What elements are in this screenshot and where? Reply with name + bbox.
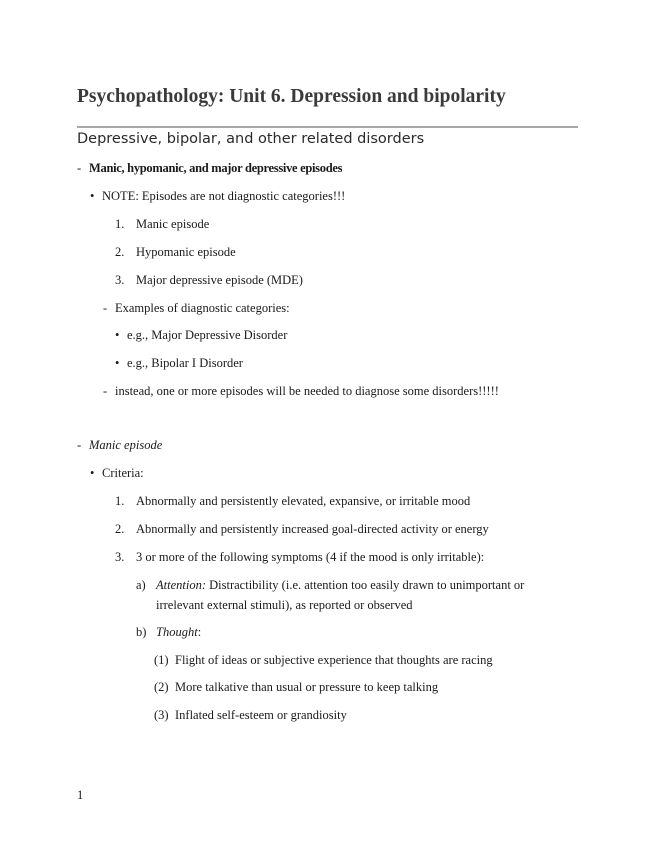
colon: : xyxy=(197,625,202,639)
bullet-marker: • xyxy=(115,356,120,370)
paren-marker: (3) xyxy=(154,708,169,722)
list-item: More talkative than usual or pressure to keep talking xyxy=(175,680,439,694)
sub-marker: b) xyxy=(136,625,147,639)
list-number: 3. xyxy=(115,550,125,564)
page-title: Psychopathology: Unit 6. Depression and bipolarity xyxy=(77,86,506,107)
sub-item-label: Thought xyxy=(156,625,198,639)
list-number: 2. xyxy=(115,245,125,259)
list-item: Inflated self-esteem or grandiosity xyxy=(175,708,347,722)
dash-marker: - xyxy=(77,438,82,452)
bullet-marker: • xyxy=(90,189,95,203)
dash-marker: - xyxy=(103,384,108,398)
section-heading: Manic episode xyxy=(89,438,163,452)
list-item: e.g., Major Depressive Disorder xyxy=(127,328,288,342)
sub-item-thought xyxy=(156,624,201,640)
list-number: 1. xyxy=(115,494,125,508)
title-divider xyxy=(77,126,578,128)
section-heading: Manic, hypomanic, and major depressive episodes xyxy=(89,161,343,175)
section-subtitle: Depressive, bipolar, and other related disorders xyxy=(77,131,425,147)
sub-item-continuation: irrelevant external stimuli), as reported or observed xyxy=(156,598,413,612)
examples-label: Examples of diagnostic categories: xyxy=(115,301,290,315)
list-item: 3 or more of the following symptoms (4 if the mood is only irritable): xyxy=(136,550,485,564)
list-item: e.g., Bipolar I Disorder xyxy=(127,356,243,370)
list-item: Abnormally and persistently elevated, expansive, or irritable mood xyxy=(136,494,471,508)
paren-marker: (2) xyxy=(154,680,169,694)
sub-marker: a) xyxy=(136,578,146,592)
list-item: Major depressive episode (MDE) xyxy=(136,273,303,287)
list-item: Flight of ideas or subjective experience that thoughts are racing xyxy=(175,653,493,667)
paren-marker: (1) xyxy=(154,653,169,667)
instead-text: instead, one or more episodes will be needed to diagnose some disorders!!!!! xyxy=(115,384,499,398)
sub-item-text: Distractibility (i.e. attention too easily drawn to unimportant or xyxy=(209,578,525,592)
dash-marker: - xyxy=(77,161,82,175)
list-item: Hypomanic episode xyxy=(136,245,236,259)
sub-item-attention xyxy=(156,577,524,593)
bullet-marker: • xyxy=(115,328,120,342)
list-item: Abnormally and persistently increased goal-directed activity or energy xyxy=(136,522,489,536)
list-number: 1. xyxy=(115,217,125,231)
sub-item-label: Attention: xyxy=(156,578,206,592)
dash-marker: - xyxy=(103,301,108,315)
criteria-label: Criteria: xyxy=(102,466,144,480)
note-text: NOTE: Episodes are not diagnostic categories!!! xyxy=(102,189,346,203)
list-item: Manic episode xyxy=(136,217,210,231)
list-number: 2. xyxy=(115,522,125,536)
list-number: 3. xyxy=(115,273,125,287)
bullet-marker: • xyxy=(90,466,95,480)
page-number: 1 xyxy=(77,788,84,802)
